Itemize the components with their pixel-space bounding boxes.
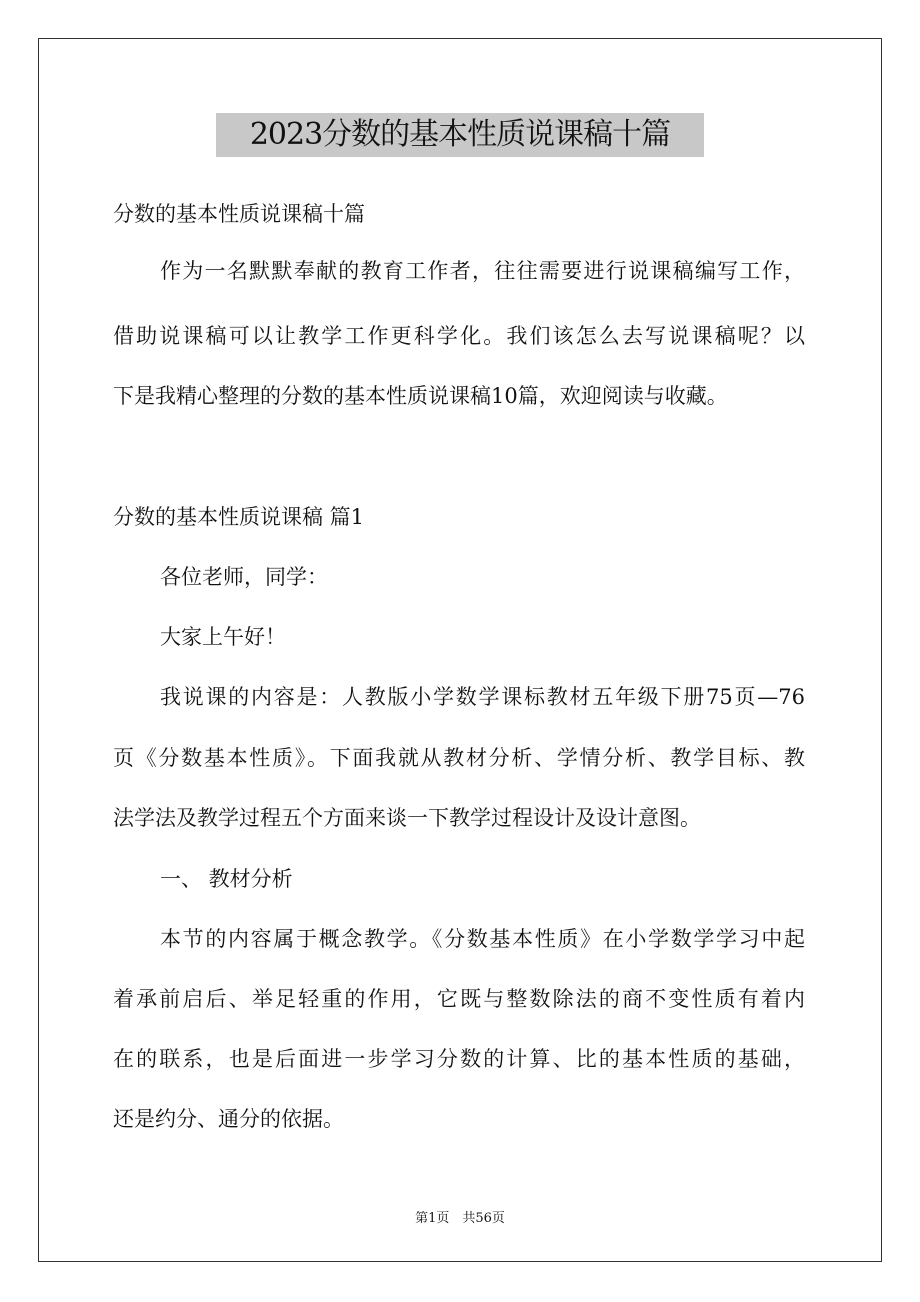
- analysis-line: 还是约分、通分的依据。: [113, 1107, 344, 1131]
- analysis-line: 本节的内容属于概念教学。《分数基本性质》在小学数学学习中起: [160, 927, 805, 951]
- greeting: 各位老师，同学：: [160, 565, 328, 589]
- analysis-line: 在的联系，也是后面进一步学习分数的计算、比的基本性质的基础，: [113, 1047, 805, 1071]
- intro-line: 借助说课稿可以让教学工作更科学化。我们该怎么去写说课稿呢？以: [113, 324, 805, 348]
- intro-line: 下是我精心整理的分数的基本性质说课稿10篇，欢迎阅读与收藏。: [113, 384, 728, 408]
- section-heading: 分数的基本性质说课稿 篇1: [113, 505, 365, 529]
- sub-heading: 一、 教材分析: [160, 867, 293, 891]
- morning-greeting: 大家上午好！: [160, 625, 286, 649]
- subtitle: 分数的基本性质说课稿十篇: [113, 202, 365, 226]
- page-number: 第1页 共56页: [415, 1211, 505, 1226]
- analysis-line: 着承前启后、举足轻重的作用，它既与整数除法的商不变性质有着内: [113, 987, 805, 1011]
- content-line: 我说课的内容是：人教版小学数学课标教材五年级下册75页—76: [160, 685, 805, 709]
- content-line: 页《分数基本性质》。下面我就从教材分析、学情分析、教学目标、教: [113, 746, 805, 770]
- document-title: 2023分数的基本性质说课稿十篇: [216, 113, 704, 157]
- content-line: 法学法及教学过程五个方面来谈一下教学过程设计及设计意图。: [113, 806, 701, 830]
- intro-line: 作为一名默默奉献的教育工作者，往往需要进行说课稿编写工作，: [160, 259, 805, 283]
